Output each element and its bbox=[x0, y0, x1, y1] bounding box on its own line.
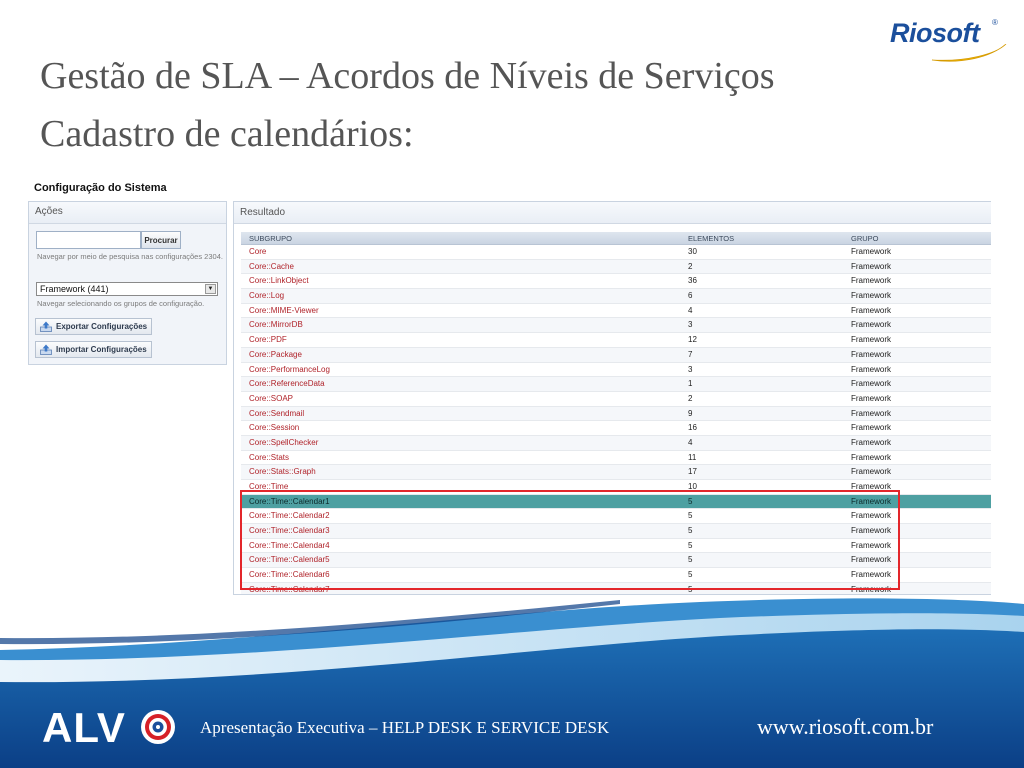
group-hint: Navegar selecionando os grupos de configuração. bbox=[37, 299, 205, 308]
search-hint: Navegar por meio de pesquisa nas configurações 2304. bbox=[37, 252, 223, 261]
export-config-label: Exportar Configurações bbox=[56, 322, 148, 331]
cell-grupo: Framework bbox=[851, 305, 892, 315]
cell-subgrupo: Core::SOAP bbox=[249, 393, 294, 403]
chevron-down-icon[interactable]: ▼ bbox=[205, 284, 216, 294]
cell-elementos: 5 bbox=[688, 570, 693, 580]
group-select-value: Framework (441) bbox=[40, 284, 109, 294]
table-row[interactable] bbox=[241, 274, 991, 289]
cell-elementos: 10 bbox=[688, 482, 697, 491]
search-input[interactable] bbox=[36, 231, 141, 249]
cell-grupo: Framework bbox=[851, 393, 892, 403]
cell-elementos: 16 bbox=[688, 423, 697, 433]
cell-subgrupo: Core::Time::Calendar7 bbox=[249, 584, 330, 594]
cell-subgrupo: Core::Time::Calendar2 bbox=[249, 511, 330, 521]
cell-grupo: Framework bbox=[851, 584, 892, 594]
table-row[interactable] bbox=[241, 421, 991, 436]
import-icon bbox=[40, 344, 52, 355]
cell-subgrupo: Core::Stats bbox=[249, 452, 290, 462]
cell-subgrupo: Core::Time bbox=[249, 482, 289, 491]
cell-subgrupo: Core::Time::Calendar3 bbox=[249, 526, 330, 536]
column-header-grupo[interactable]: GRUPO bbox=[851, 234, 879, 243]
actions-panel-header: Ações bbox=[29, 202, 226, 224]
cell-elementos: 5 bbox=[688, 511, 693, 521]
calendar-rows-highlight bbox=[240, 490, 900, 590]
cell-grupo: Framework bbox=[851, 423, 892, 433]
cell-elementos: 4 bbox=[688, 437, 693, 447]
cell-grupo: Framework bbox=[851, 320, 892, 330]
cell-subgrupo: Core::Time::Calendar4 bbox=[249, 540, 330, 550]
search-button[interactable]: Procurar bbox=[141, 231, 181, 249]
table-row[interactable] bbox=[241, 348, 991, 363]
cell-grupo: Framework bbox=[851, 467, 892, 477]
cell-subgrupo: Core::Log bbox=[249, 291, 285, 301]
cell-grupo: Framework bbox=[851, 540, 892, 550]
table-row[interactable] bbox=[241, 333, 991, 348]
cell-subgrupo: Core::Time::Calendar5 bbox=[249, 555, 330, 565]
cell-subgrupo: Core bbox=[249, 247, 267, 256]
cell-subgrupo: Core::Session bbox=[249, 423, 300, 433]
cell-subgrupo: Core::PerformanceLog bbox=[249, 364, 330, 374]
table-row[interactable] bbox=[241, 377, 991, 392]
cell-grupo: Framework bbox=[851, 496, 892, 506]
alvo-logo: ALV bbox=[42, 704, 126, 751]
search-row bbox=[36, 231, 181, 249]
cell-grupo: Framework bbox=[851, 570, 892, 580]
export-icon bbox=[40, 321, 52, 332]
cell-elementos: 1 bbox=[688, 379, 693, 389]
cell-subgrupo: Core::PDF bbox=[249, 335, 287, 345]
cell-elementos: 5 bbox=[688, 496, 693, 506]
cell-elementos: 5 bbox=[688, 540, 693, 550]
cell-grupo: Framework bbox=[851, 526, 892, 536]
cell-elementos: 5 bbox=[688, 584, 693, 594]
cell-elementos: 4 bbox=[688, 305, 693, 315]
cell-grupo: Framework bbox=[851, 276, 892, 286]
cell-subgrupo: Core::Cache bbox=[249, 261, 294, 271]
registered-mark: ® bbox=[992, 18, 998, 27]
actions-panel bbox=[28, 201, 227, 365]
cell-subgrupo: Core::Package bbox=[249, 349, 302, 359]
table-row[interactable] bbox=[241, 465, 991, 480]
cell-elementos: 2 bbox=[688, 261, 693, 271]
table-row[interactable] bbox=[241, 363, 991, 378]
footer-presentation-text: Apresentação Executiva – HELP DESK E SERVICE DESK bbox=[200, 718, 610, 737]
footer-url-link[interactable]: www.riosoft.com.br bbox=[757, 714, 934, 739]
table-row[interactable] bbox=[241, 407, 991, 422]
cell-grupo: Framework bbox=[851, 349, 892, 359]
cell-grupo: Framework bbox=[851, 482, 892, 491]
cell-subgrupo: Core::ReferenceData bbox=[249, 379, 325, 389]
cell-grupo: Framework bbox=[851, 379, 892, 389]
import-config-label: Importar Configurações bbox=[56, 345, 147, 354]
result-panel-header: Resultado bbox=[234, 202, 991, 224]
table-row[interactable] bbox=[241, 260, 991, 275]
cell-subgrupo: Core::Sendmail bbox=[249, 408, 305, 418]
cell-grupo: Framework bbox=[851, 408, 892, 418]
cell-grupo: Framework bbox=[851, 261, 892, 271]
cell-elementos: 6 bbox=[688, 291, 693, 301]
cell-grupo: Framework bbox=[851, 364, 892, 374]
column-header-subgrupo[interactable]: SUBGRUPO bbox=[249, 234, 292, 243]
table-row[interactable] bbox=[241, 451, 991, 466]
table-row[interactable] bbox=[241, 245, 991, 260]
cell-subgrupo: Core::Time::Calendar1 bbox=[249, 496, 330, 506]
cell-elementos: 36 bbox=[688, 276, 697, 286]
table-header bbox=[241, 232, 991, 245]
import-config-button[interactable] bbox=[35, 341, 152, 358]
table-row[interactable] bbox=[241, 289, 991, 304]
cell-elementos: 5 bbox=[688, 555, 693, 565]
cell-elementos: 12 bbox=[688, 335, 697, 345]
target-icon bbox=[140, 709, 176, 745]
cell-elementos: 5 bbox=[688, 526, 693, 536]
column-header-elementos[interactable]: ELEMENTOS bbox=[688, 234, 735, 243]
cell-subgrupo: Core::MIME-Viewer bbox=[249, 305, 319, 315]
cell-grupo: Framework bbox=[851, 247, 892, 256]
cell-grupo: Framework bbox=[851, 291, 892, 301]
export-config-button[interactable] bbox=[35, 318, 152, 335]
logo-swoosh-icon bbox=[930, 44, 1008, 64]
cell-elementos: 7 bbox=[688, 349, 693, 359]
cell-grupo: Framework bbox=[851, 555, 892, 565]
cell-elementos: 17 bbox=[688, 467, 697, 477]
cell-elementos: 9 bbox=[688, 408, 693, 418]
cell-grupo: Framework bbox=[851, 452, 892, 462]
cell-subgrupo: Core::Time::Calendar6 bbox=[249, 570, 330, 580]
cell-subgrupo: Core::Stats::Graph bbox=[249, 467, 316, 477]
slide-title: Gestão de SLA – Acordos de Níveis de Serviços bbox=[40, 55, 775, 97]
cell-elementos: 2 bbox=[688, 393, 693, 403]
cell-elementos: 11 bbox=[688, 452, 697, 462]
riosoft-logo-text: Riosoft bbox=[890, 18, 980, 48]
table-row[interactable] bbox=[241, 436, 991, 451]
cell-subgrupo: Core::MirrorDB bbox=[249, 320, 303, 330]
group-select[interactable] bbox=[36, 282, 218, 296]
cell-subgrupo: Core::SpellChecker bbox=[249, 437, 319, 447]
table-row[interactable] bbox=[241, 392, 991, 407]
table-row[interactable] bbox=[241, 304, 991, 319]
cell-elementos: 30 bbox=[688, 247, 697, 256]
cell-grupo: Framework bbox=[851, 511, 892, 521]
cell-elementos: 3 bbox=[688, 320, 693, 330]
system-config-title: Configuração do Sistema bbox=[34, 182, 167, 194]
cell-grupo: Framework bbox=[851, 335, 892, 345]
cell-grupo: Framework bbox=[851, 437, 892, 447]
cell-elementos: 3 bbox=[688, 364, 693, 374]
table-row[interactable] bbox=[241, 318, 991, 333]
cell-subgrupo: Core::LinkObject bbox=[249, 276, 309, 286]
slide-subtitle: Cadastro de calendários: bbox=[40, 113, 414, 155]
riosoft-logo bbox=[890, 18, 1010, 66]
